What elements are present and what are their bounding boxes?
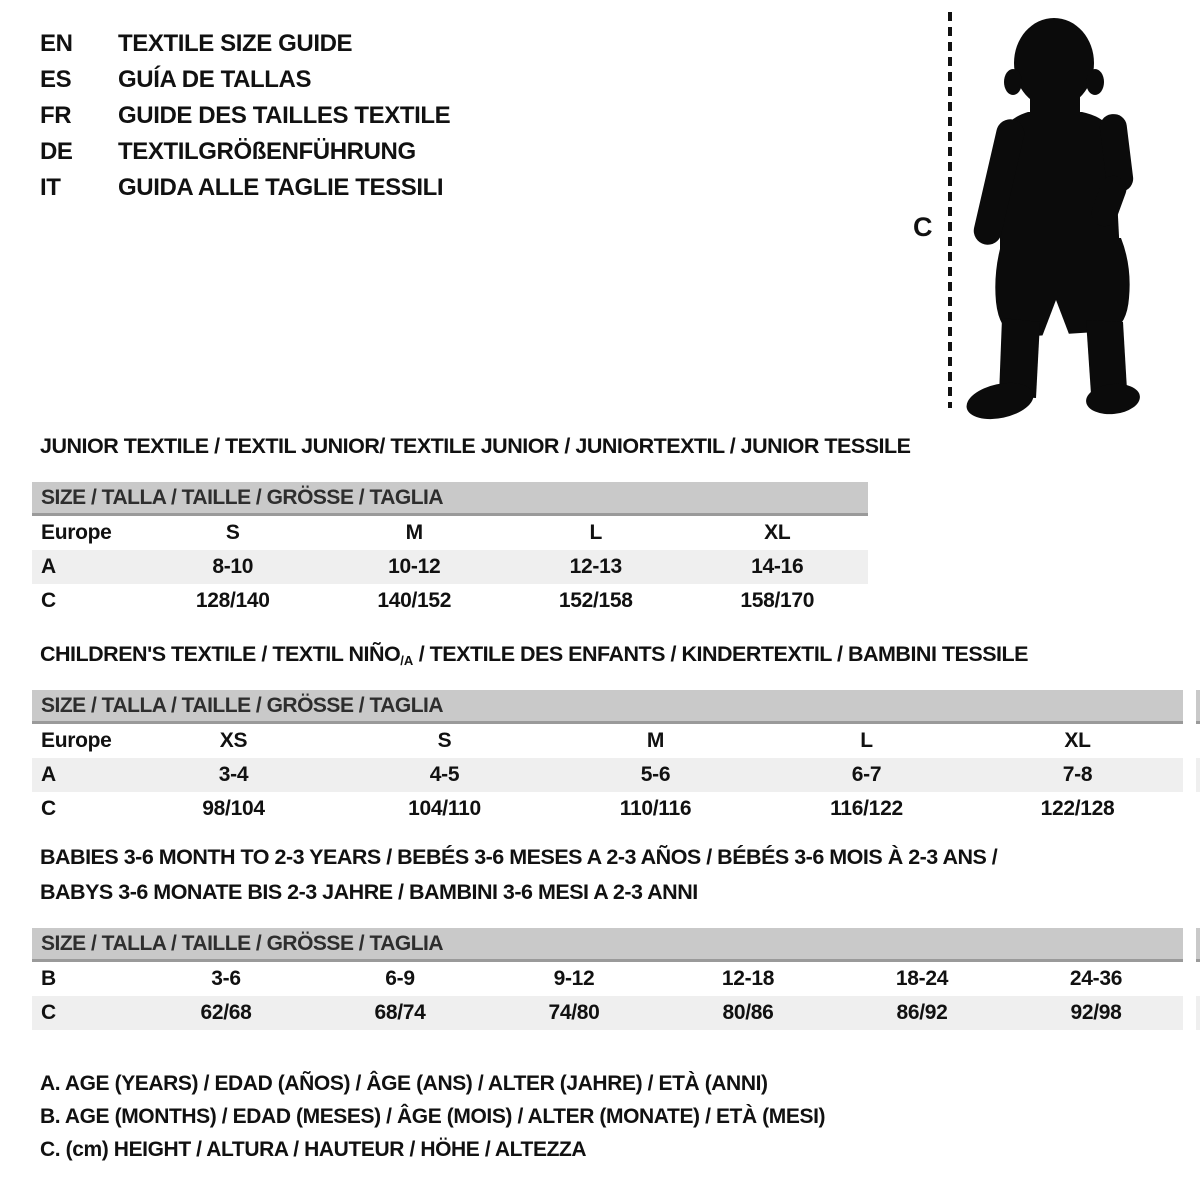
table-cell: 12-13 (569, 555, 622, 578)
language-row (40, 170, 450, 206)
babies-section-title (40, 840, 997, 910)
table-edge-sliver (1196, 928, 1200, 1030)
size-table-header-label: SIZE / TALLA / TAILLE / GRÖSSE / TAGLIA (41, 693, 444, 717)
table-cell: 3-4 (218, 763, 249, 786)
table-cell: M (405, 521, 423, 544)
table-cell: 4-5 (429, 763, 460, 786)
table-cell: 6-9 (385, 967, 415, 990)
children-size-table (32, 690, 1183, 826)
table-cell: 8-10 (212, 555, 254, 578)
table-cell: XL (764, 521, 791, 544)
table-cell: S (225, 521, 240, 544)
table-cell: 14-16 (751, 555, 804, 578)
table-cell: 3-6 (211, 967, 241, 990)
table-row (32, 550, 868, 584)
table-cell: L (589, 521, 603, 544)
row-label: C (41, 1001, 56, 1024)
guide-title: GUÍA DE TALLAS (118, 66, 312, 93)
language-row (40, 26, 450, 62)
language-row (40, 62, 450, 98)
babies-size-table (32, 928, 1183, 1030)
table-cell: 140/152 (377, 589, 452, 612)
legend-item-age-years: A. AGE (YEARS) / EDAD (AÑOS) / ÂGE (ANS) / ALTER (JAHRE) / ETÀ (ANNI) (40, 1072, 768, 1095)
table-cell: 98/104 (202, 797, 265, 820)
measurement-legend (40, 1067, 825, 1166)
height-measure-label: C (913, 212, 932, 242)
table-row (32, 996, 1183, 1030)
language-code: DE (40, 138, 73, 165)
children-section-title (40, 642, 1028, 668)
language-title-list (40, 26, 450, 206)
table-row (32, 516, 868, 550)
row-label: Europe (41, 729, 112, 752)
legend-item-age-months: B. AGE (MONTHS) / EDAD (MESES) / ÂGE (MOIS) / ALTER (MONATE) / ETÀ (MESI) (40, 1105, 826, 1128)
language-code: FR (40, 102, 72, 129)
table-cell: XL (1064, 729, 1091, 752)
row-label: A (41, 763, 56, 786)
row-label: B (41, 967, 56, 990)
table-row (32, 584, 868, 618)
junior-size-table (32, 482, 868, 618)
language-code: IT (40, 174, 61, 201)
table-cell: XS (219, 729, 248, 752)
table-cell: 68/74 (374, 1001, 426, 1024)
size-table-header-bar (32, 482, 868, 516)
size-table-header-label: SIZE / TALLA / TAILLE / GRÖSSE / TAGLIA (41, 485, 444, 509)
junior-section-title: JUNIOR TEXTILE / TEXTIL JUNIOR/ TEXTILE JUNIOR / JUNIORTEXTIL / JUNIOR TESSILE (40, 434, 911, 458)
table-cell: 5-6 (640, 763, 671, 786)
row-label: Europe (41, 521, 112, 544)
children-title-main: CHILDREN'S TEXTILE / TEXTIL NIÑO (40, 642, 401, 666)
size-table-header-bar (32, 928, 1183, 962)
babies-title-line1: BABIES 3-6 MONTH TO 2-3 YEARS / BEBÉS 3-6 MESES A 2-3 AÑOS / BÉBÉS 3-6 MOIS À 2-3 ANS / (40, 845, 998, 869)
table-cell: 74/80 (548, 1001, 600, 1024)
row-label: C (41, 797, 56, 820)
language-row (40, 98, 450, 134)
table-cell: 12-18 (721, 967, 775, 990)
table-cell: 128/140 (195, 589, 270, 612)
babies-title-line2: BABYS 3-6 MONATE BIS 2-3 JAHRE / BAMBINI 3-6 MESI A 2-3 ANNI (40, 880, 698, 904)
table-cell: 10-12 (388, 555, 441, 578)
table-cell: 24-36 (1069, 967, 1123, 990)
table-row (32, 758, 1183, 792)
table-cell: 110/116 (619, 797, 692, 820)
table-cell: L (860, 729, 873, 752)
table-row (32, 724, 1183, 758)
table-cell: 92/98 (1070, 1001, 1122, 1024)
table-cell: 104/110 (408, 797, 481, 820)
children-title-subscript: /A (400, 653, 414, 668)
children-title-rest: / TEXTILE DES ENFANTS / KINDERTEXTIL / BAMBINI TESSILE (413, 642, 1028, 666)
language-row (40, 134, 450, 170)
table-cell: 152/158 (558, 589, 633, 612)
guide-title: GUIDE DES TAILLES TEXTILE (118, 102, 451, 129)
table-cell: 6-7 (851, 763, 882, 786)
table-edge-sliver (1196, 690, 1200, 826)
baby-silhouette-figure (900, 0, 1200, 430)
table-cell: 158/170 (740, 589, 815, 612)
language-code: ES (40, 66, 72, 93)
row-label: C (41, 589, 56, 612)
table-row (32, 962, 1183, 996)
size-table-header-label: SIZE / TALLA / TAILLE / GRÖSSE / TAGLIA (41, 931, 444, 955)
table-cell: 7-8 (1062, 763, 1093, 786)
guide-title: TEXTILGRÖßENFÜHRUNG (118, 138, 416, 165)
size-table-header-bar (32, 690, 1183, 724)
table-row (32, 792, 1183, 826)
table-cell: 116/122 (830, 797, 903, 820)
table-cell: 80/86 (722, 1001, 774, 1024)
table-cell: 9-12 (553, 967, 595, 990)
table-cell: M (646, 729, 665, 752)
guide-title: GUIDA ALLE TAGLIE TESSILI (118, 174, 444, 201)
table-cell: 122/128 (1040, 797, 1115, 820)
table-cell: 62/68 (200, 1001, 252, 1024)
table-cell: S (437, 729, 452, 752)
guide-title: TEXTILE SIZE GUIDE (118, 30, 353, 57)
legend-item-height: C. (cm) HEIGHT / ALTURA / HAUTEUR / HÖHE / ALTEZZA (40, 1138, 587, 1161)
row-label: A (41, 555, 56, 578)
table-cell: 18-24 (895, 967, 949, 990)
language-code: EN (40, 30, 73, 57)
baby-silhouette (963, 18, 1141, 425)
table-cell: 86/92 (896, 1001, 948, 1024)
